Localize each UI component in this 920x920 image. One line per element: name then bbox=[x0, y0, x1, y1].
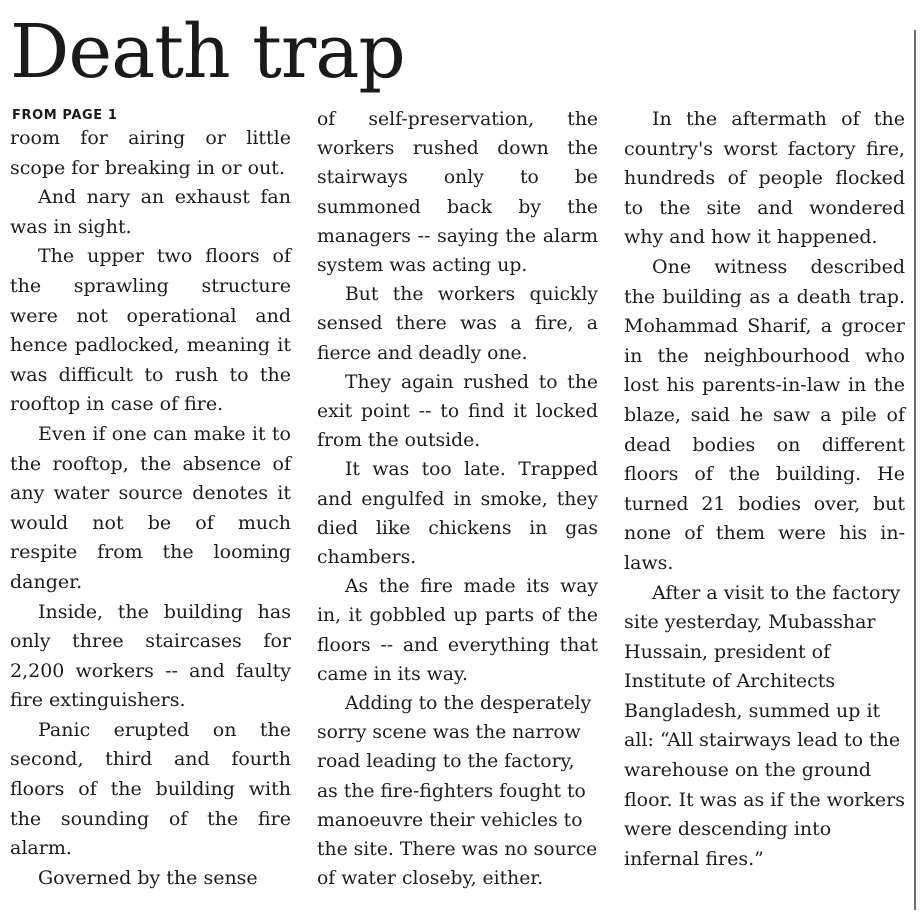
paragraph: They again rushed to the exit point -- to find it locked from the outside. bbox=[317, 371, 598, 452]
continuation-kicker: FROM PAGE 1 bbox=[12, 108, 118, 123]
paragraph: One witness described the building as a death trap. Mohammad Sharif, a grocer in the neighbourhood who lost his parents-in-law in the blaze, said he saw a pile of dead bodies on different floors of the building. He turned 21 bodies over, but none of them were his in-laws. bbox=[624, 255, 905, 574]
headline: Death trap bbox=[10, 9, 405, 95]
paragraph: of self-preservation, the workers rushed down the stairways only to be summoned back by the managers -- saying the alarm system was acting up. bbox=[317, 109, 598, 277]
paragraph: Even if one can make it to the rooftop, the absence of any water source denotes it would not be of much respite from the looming danger. bbox=[10, 422, 291, 593]
paragraph: room for airing or little scope for breaking in or out. bbox=[10, 127, 291, 179]
column-rule bbox=[914, 30, 916, 910]
paragraph: Governed by the sense bbox=[38, 866, 258, 889]
article-column-3 bbox=[624, 105, 905, 874]
paragraph: As the fire made its way in, it gobbled up parts of the floors -- and everything that came in its way. bbox=[317, 576, 598, 685]
paragraph: It was too late. Trapped and engulfed in smoke, they died like chickens in gas chambers. bbox=[317, 459, 598, 569]
paragraph: After a visit to the factory site yesterday, Mubasshar Hussain, president of Institute of Architects Bangladesh, summed up it all: “All stairways lead to the warehouse on the ground floor. It was as if the workers were descending into infernal fires.” bbox=[624, 581, 905, 870]
paragraph: But the workers quickly sensed there was a fire, a fierce and deadly one. bbox=[317, 284, 598, 364]
paragraph: The upper two floors of the sprawling structure were not operational and hence padlocked, meaning it was difficult to rush to the rooftop in case of fire. bbox=[10, 245, 291, 416]
article-column-1 bbox=[10, 124, 291, 893]
paragraph: Adding to the desperately sorry scene was the narrow road leading to the factory, as the fire-fighters fought to manoeuvre their vehicles to the site. There was no source of water closeby, either. bbox=[317, 693, 598, 890]
paragraph: Panic erupted on the second, third and fourth floors of the building with the sounding of the fire alarm. bbox=[10, 718, 291, 860]
paragraph: And nary an exhaust fan was in sight. bbox=[10, 186, 291, 238]
paragraph: Inside, the building has only three staircases for 2,200 workers -- and faulty fire extinguishers. bbox=[10, 600, 291, 712]
article-column-2 bbox=[317, 105, 598, 893]
paragraph: In the aftermath of the country's worst factory fire, hundreds of people flocked to the site and wondered why and how it happened. bbox=[624, 108, 905, 249]
